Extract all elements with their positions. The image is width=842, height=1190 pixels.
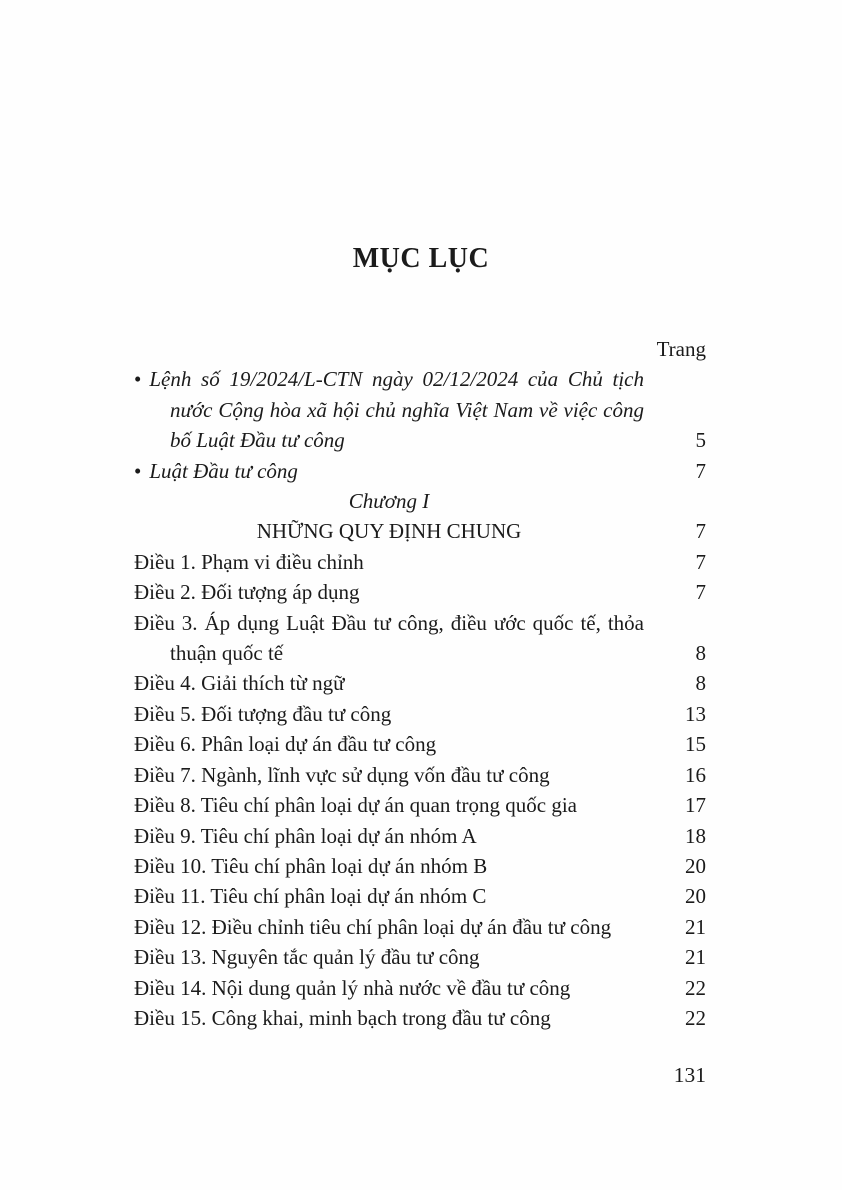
toc-entry-article-14 [134,973,706,1003]
toc-entry-text: Điều 10. Tiêu chí phân loại dự án nhóm B [134,853,488,878]
toc-entry-article-8 [134,790,706,820]
toc-entry-text: Điều 8. Tiêu chí phân loại dự án quan trọng quốc gia [134,793,577,818]
toc-entry-luat [134,456,706,486]
toc-entry-page: 20 [685,884,706,909]
toc-entry-text: Điều 6. Phân loại dự án đầu tư công [134,732,437,757]
toc-entry-page: 16 [685,762,706,787]
toc-entry-text: Điều 11. Tiêu chí phân loại dự án nhóm C [134,884,487,909]
toc-entry-text: Lệnh số 19/2024/L-CTN ngày 02/12/2024 của Chủ tịch nước Cộng hòa xã hội chủ nghĩa Việt Nam về việc công bố Luật Đầu tư công [149,367,644,453]
toc-entry-text: Điều 5. Đối tượng đầu tư công [134,701,392,726]
toc-entry-article-7 [134,760,706,790]
bullet-icon: • [134,458,142,483]
toc-entry-text: Điều 2. Đối tượng áp dụng [134,580,360,605]
toc-entry-page: 15 [685,732,706,757]
toc-entry-page: 7 [695,549,706,574]
chapter-title-row [134,516,706,546]
toc-entry-text: Điều 13. Nguyên tắc quản lý đầu tư công [134,945,480,970]
toc-entry-page: 13 [685,701,706,726]
toc-entry-article-10 [134,851,706,881]
footer-page-number: 131 [673,1063,706,1087]
chapter-label-row [134,486,706,516]
toc-entry-article-12 [134,912,706,942]
toc-entry-article-2 [134,577,706,607]
toc-entry-text: Điều 12. Điều chỉnh tiêu chí phân loại dự án đầu tư công [134,914,612,939]
toc-entry-page: 22 [685,975,706,1000]
toc-entry-page: 7 [695,458,706,483]
chapter-title-page: 7 [695,519,706,544]
toc-entry-page: 18 [685,823,706,848]
toc-entry-article-13 [134,942,706,972]
toc-entry-text: Điều 7. Ngành, lĩnh vực sử dụng vốn đầu tư công [134,762,550,787]
toc-entry-page: 7 [695,580,706,605]
toc-entry-text: Điều 14. Nội dung quản lý nhà nước về đầu tư công [134,975,571,1000]
table-of-contents [134,334,706,1033]
toc-entry-text: Điều 4. Giải thích từ ngữ [134,671,345,696]
toc-entry-page: 8 [695,671,706,696]
toc-entry-page: 20 [685,853,706,878]
toc-entry-article-11 [134,881,706,911]
toc-entry-text: Điều 9. Tiêu chí phân loại dự án nhóm A [134,823,477,848]
toc-entry-text: Luật Đầu tư công [149,458,298,483]
toc-entry-article-5 [134,699,706,729]
toc-entry-page: 21 [685,914,706,939]
toc-entry-page: 5 [695,428,706,453]
toc-entry-text: Điều 15. Công khai, minh bạch trong đầu tư công [134,1005,551,1030]
toc-entry-page: 8 [695,641,706,666]
toc-entry-lenh [134,364,706,455]
toc-entry-article-15 [134,1003,706,1033]
toc-entry-page: 22 [685,1005,706,1030]
chapter-title: NHỮNG QUY ĐỊNH CHUNG [256,519,522,544]
toc-entry-page: 21 [685,945,706,970]
toc-entry-article-9 [134,821,706,851]
toc-entry-article-1 [134,547,706,577]
toc-entry-article-6 [134,729,706,759]
page-title: MỤC LỤC [352,243,490,274]
toc-entry-text: Điều 1. Phạm vi điều chỉnh [134,549,364,574]
toc-entry-page: 17 [685,793,706,818]
page-column-header: Trang [656,337,706,361]
toc-entry-text: Điều 3. Áp dụng Luật Đầu tư công, điều ước quốc tế, thỏa thuận quốc tế [134,610,644,666]
toc-entry-article-4 [134,668,706,698]
chapter-label: Chương I [348,489,430,514]
bullet-icon: • [134,367,142,392]
toc-entry-article-3 [134,608,706,669]
